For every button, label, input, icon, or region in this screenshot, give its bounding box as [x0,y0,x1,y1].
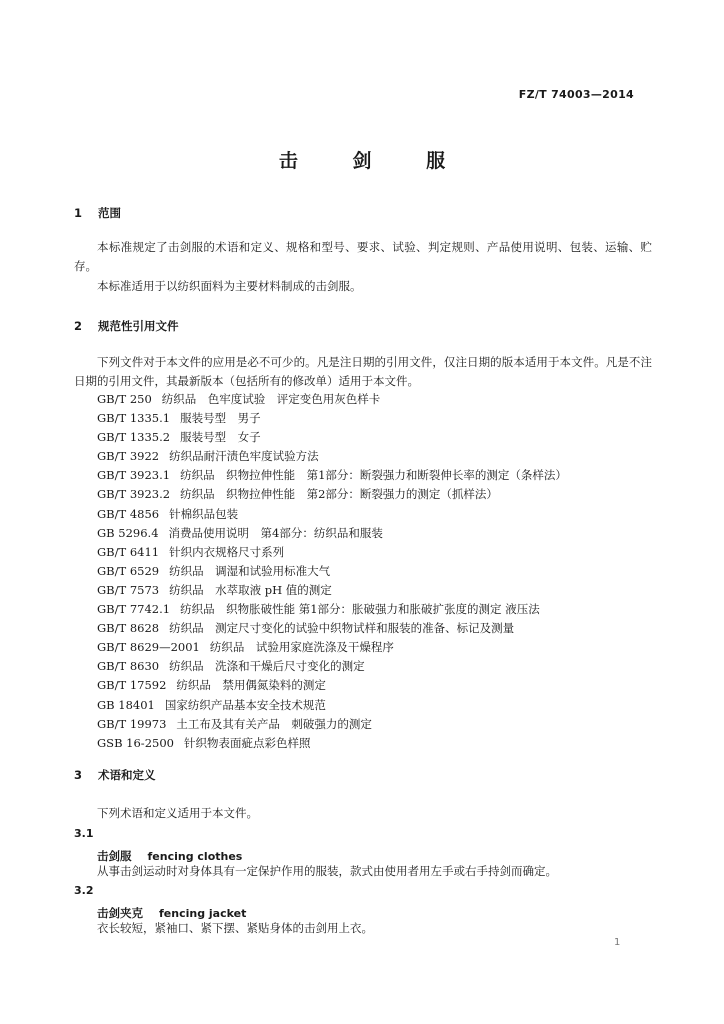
term-number: 3.1 [74,827,94,840]
reference-item [97,524,567,543]
reference-code: GB/T 17592 [97,678,167,693]
reference-title: 纺织品 禁用偶氮染料的测定 [176,678,326,693]
reference-item [97,428,567,447]
term-english: fencing clothes [147,850,243,863]
reference-title: 纺织品 织物胀破性能 第1部分：胀破强力和胀破扩张度的测定 液压法 [180,602,540,617]
reference-item [97,715,567,734]
term-number: 3.2 [74,884,94,897]
reference-item [97,676,567,695]
reference-code: GB/T 4856 [97,506,160,521]
document-title: 击 剑 服 [278,150,470,172]
reference-item [97,390,567,409]
reference-title: 纺织品 织物拉伸性能 第2部分：断裂强力的测定（抓样法） [180,487,498,502]
section-number: 3 [74,768,83,782]
reference-title: 纺织品 织物拉伸性能 第1部分：断裂强力和断裂伸长率的测定（条样法） [180,468,567,483]
scope-paragraph-2: 本标准适用于以纺织面料为主要材料制成的击剑服。 [97,279,362,293]
section-title: 术语和定义 [98,768,156,782]
term-chinese: 击剑夹克 [97,906,143,920]
reference-item [97,581,567,600]
reference-list [97,390,567,753]
page-number: 1 [614,937,621,948]
reference-code: GB 18401 [97,697,155,712]
section-number: 2 [74,319,83,333]
section-2-heading [74,318,179,334]
terms-intro: 下列术语和定义适用于本文件。 [97,806,258,820]
term-english: fencing jacket [159,907,247,920]
reference-code: GB/T 3922 [97,449,160,464]
reference-item [97,638,567,657]
reference-code: GB/T 8629—2001 [97,640,200,655]
reference-code: GB/T 250 [97,392,152,406]
reference-title: 纺织品 洗涤和干燥后尺寸变化的测定 [169,659,365,674]
reference-title: 国家纺织产品基本安全技术规范 [164,697,326,712]
reference-code: GB/T 6411 [97,544,160,559]
reference-item [97,485,567,504]
reference-code: GB/T 3923.1 [97,468,171,483]
reference-title: 消费品使用说明 第4部分：纺织品和服装 [168,525,383,540]
reference-title: 服装号型 男子 [180,411,261,426]
scope-paragraph-1: 本标准规定了击剑服的术语和定义、规格和型号、要求、试验、判定规则、产品使用说明、包装、运输、贮存。 [74,240,652,273]
section-number: 1 [74,206,83,220]
reference-item [97,657,567,676]
reference-code: GB/T 6529 [97,563,160,578]
reference-item [97,619,567,638]
reference-title: 纺织品 色牢度试验 评定变色用灰色样卡 [161,392,381,406]
reference-title: 土工布及其有关产品 刺破强力的测定 [176,716,372,731]
reference-item [97,447,567,466]
term-definition: 从事击剑运动时对身体具有一定保护作用的服装，款式由使用者用左手或右手持剑而确定。 [97,864,557,878]
section-1-heading [74,205,121,221]
reference-title: 针织内衣规格尺寸系列 [169,544,285,559]
reference-title: 针织物表面疵点彩色样照 [183,735,311,750]
reference-item [97,466,567,485]
reference-code: GB/T 3923.2 [97,487,171,502]
reference-title: 服装号型 女子 [180,430,261,445]
reference-item [97,600,567,619]
reference-code: GSB 16-2500 [97,735,174,750]
reference-title: 纺织品 调湿和试验用标准大气 [169,563,331,578]
section-title: 规范性引用文件 [98,319,179,333]
reference-code: GB/T 19973 [97,716,167,731]
reference-item [97,409,567,428]
reference-code: GB 5296.4 [97,525,159,540]
reference-title: 纺织品 试验用家庭洗涤及干燥程序 [209,640,394,655]
standard-code: FZ/T 74003—2014 [518,88,634,101]
term-chinese: 击剑服 [97,849,132,863]
reference-item [97,696,567,715]
reference-title: 纺织品耐汗渍色牢度试验方法 [169,449,319,464]
reference-title: 纺织品 水萃取液 pH 值的测定 [169,582,332,597]
term-definition: 衣长较短，紧袖口、紧下摆、紧贴身体的击剑用上衣。 [97,921,373,935]
reference-code: GB/T 7573 [97,582,160,597]
reference-code: GB/T 8628 [97,621,160,636]
reference-item [97,543,567,562]
reference-code: GB/T 8630 [97,659,160,674]
reference-item [97,505,567,524]
reference-code: GB/T 1335.2 [97,430,171,445]
reference-title: 纺织品 测定尺寸变化的试验中织物试样和服装的准备、标记及测量 [169,621,515,636]
reference-item [97,734,567,753]
reference-code: GB/T 1335.1 [97,411,171,426]
reference-code: GB/T 7742.1 [97,602,171,617]
section-3-heading [74,767,156,783]
normative-intro: 下列文件对于本文件的应用是必不可少的。凡是注日期的引用文件，仅注日期的版本适用于本文件。凡是不注日期的引用文件，其最新版本（包括所有的修改单）适用于本文件。 [74,355,652,388]
reference-title: 针棉织品包装 [169,506,239,521]
section-title: 范围 [98,206,121,220]
reference-item [97,562,567,581]
